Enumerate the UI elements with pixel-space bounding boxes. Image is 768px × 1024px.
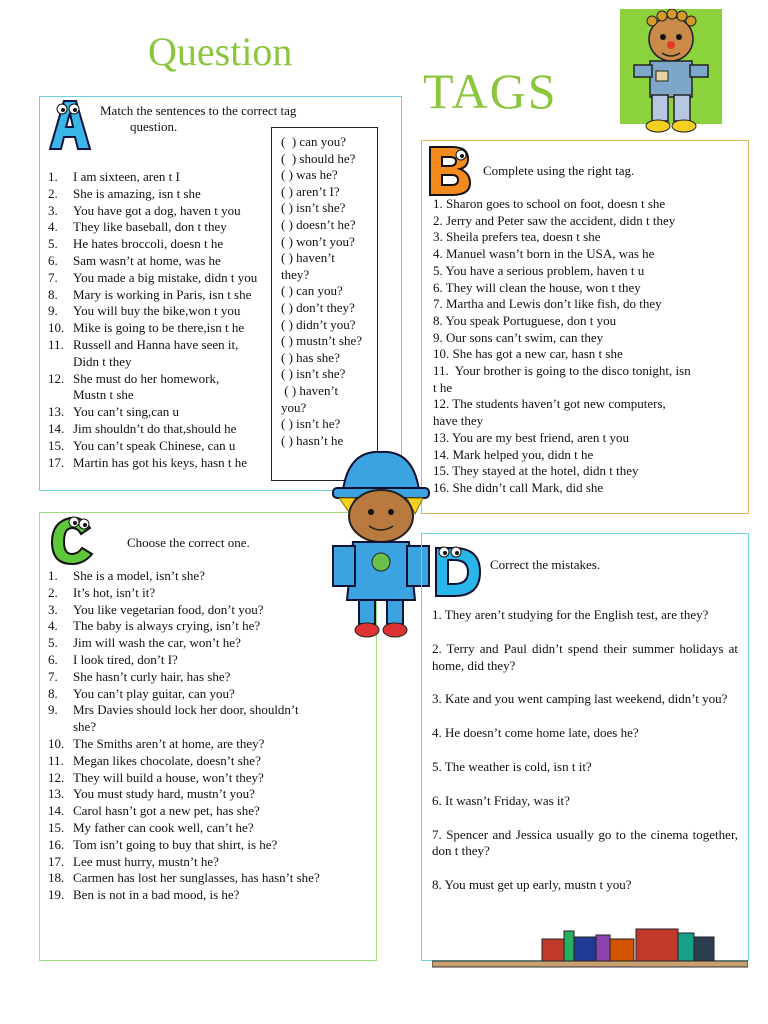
item-number: 10. xyxy=(48,320,65,336)
list-item xyxy=(40,702,320,719)
item-text: she? xyxy=(73,719,97,735)
list-item: 3. Sheila prefers tea, doesn t she xyxy=(433,229,601,245)
list-item xyxy=(40,455,257,472)
list-item: 6. They will clean the house, won t they xyxy=(433,279,641,295)
section-a-instruction: Match the sentences to the correct tag xyxy=(100,103,297,118)
list-item: 7. Spencer and Jessica usually go to the cinema together, don t they? xyxy=(432,826,738,859)
list-item xyxy=(40,371,257,388)
tag-option: ( ) hasn’t he xyxy=(281,432,344,448)
letter-b-icon xyxy=(424,141,474,197)
item-number: 3. xyxy=(48,601,58,617)
item-number: 13. xyxy=(48,404,65,420)
list-item xyxy=(40,803,320,820)
list-item: 1. They aren’t studying for the English test, are they? xyxy=(432,607,709,622)
tag-option: ( ) should he? xyxy=(281,150,356,166)
title-tags: TAGS xyxy=(423,63,558,119)
list-item xyxy=(40,303,257,320)
tag-option: you? xyxy=(281,399,307,415)
item-text: You will buy the bike,won t you xyxy=(73,303,241,319)
list-item xyxy=(40,287,257,304)
item-text: She is a model, isn’t she? xyxy=(73,568,205,583)
item-number: 14. xyxy=(48,420,65,436)
item-text: They like baseball, don t they xyxy=(73,219,227,235)
section-b-instruction: Complete using the right tag. xyxy=(483,163,635,178)
list-item xyxy=(40,337,257,354)
item-number: 12. xyxy=(48,769,65,785)
list-item xyxy=(40,438,257,455)
item-text: Mike is going to be there,isn t he xyxy=(73,320,245,336)
item-number: 8. xyxy=(48,685,58,701)
list-item xyxy=(40,686,320,703)
item-text: Sam wasn’t at home, was he xyxy=(73,252,221,268)
tag-option: ( ) doesn’t he? xyxy=(281,216,356,232)
letter-a-icon xyxy=(42,93,94,153)
item-number: 3. xyxy=(48,202,58,218)
list-item: 6. It wasn’t Friday, was it? xyxy=(432,792,570,808)
list-item xyxy=(40,719,320,736)
item-text: Megan likes chocolate, doesn’t she? xyxy=(73,752,261,768)
item-number: 8. xyxy=(48,286,58,302)
item-text: My father can cook well, can’t he? xyxy=(73,819,254,835)
list-item xyxy=(40,652,320,669)
tag-option: ( ) can you? xyxy=(281,283,343,299)
item-number: 17. xyxy=(48,454,65,470)
list-item xyxy=(40,387,257,404)
tag-option: ( ) mustn’t she? xyxy=(281,333,362,349)
item-text: You can’t sing,can u xyxy=(73,404,180,420)
item-number: 14. xyxy=(48,803,65,819)
item-number: 1. xyxy=(48,568,58,583)
list-item xyxy=(40,270,257,287)
list-item: 4. Manuel wasn’t born in the USA, was he xyxy=(433,246,655,262)
tag-options-list xyxy=(281,134,362,449)
item-text: They will build a house, won’t they? xyxy=(73,769,264,785)
item-number: 18. xyxy=(48,870,65,886)
list-item xyxy=(40,253,257,270)
section-b-list xyxy=(433,196,691,497)
item-text: Mrs Davies should lock her door, shouldn’t xyxy=(73,702,299,718)
list-item xyxy=(40,870,320,887)
item-text: He hates broccoli, doesn t he xyxy=(73,236,224,252)
item-text: It’s hot, isn’t it? xyxy=(73,584,156,600)
list-item xyxy=(40,404,257,421)
tag-option: ( ) isn’t she? xyxy=(281,200,346,216)
list-item: 4. He doesn’t come home late, does he? xyxy=(432,725,639,741)
item-text: Jim will wash the car, won’t he? xyxy=(73,635,241,651)
list-item xyxy=(40,887,320,904)
item-number: 9. xyxy=(48,303,58,319)
list-item xyxy=(40,820,320,837)
list-item: 8. You must get up early, mustn t you? xyxy=(432,877,632,893)
list-item xyxy=(40,669,320,686)
list-item xyxy=(40,736,320,753)
item-text: Ben is not in a bad mood, is he? xyxy=(73,887,240,903)
item-number: 7. xyxy=(48,668,58,684)
list-item: 13. You are my best friend, aren t you xyxy=(433,429,630,445)
tag-option: ( ) won’t you? xyxy=(281,233,355,249)
list-item xyxy=(40,602,320,619)
item-number: 13. xyxy=(48,786,65,802)
list-item: 9. Our sons can’t swim, can they xyxy=(433,329,604,345)
list-item: 5. The weather is cold, isn t it? xyxy=(432,758,592,774)
item-text: Didn t they xyxy=(73,353,132,369)
list-item: have they xyxy=(433,413,484,429)
list-item: 11. Your brother is going to the disco tonight, isn xyxy=(433,363,691,379)
tag-option: ( ) isn’t he? xyxy=(281,416,341,432)
item-text: I look tired, don’t I? xyxy=(73,651,178,667)
title-question: Question xyxy=(148,29,293,74)
list-item xyxy=(40,618,320,635)
books-icon xyxy=(432,925,748,970)
letter-c-icon xyxy=(48,512,98,568)
list-item xyxy=(40,585,320,602)
section-d-instruction: Correct the mistakes. xyxy=(490,557,601,572)
item-number: 4. xyxy=(48,219,58,235)
list-item xyxy=(40,837,320,854)
list-item xyxy=(40,203,257,220)
list-item: 15. They stayed at the hotel, didn t they xyxy=(433,463,639,479)
list-item: 16. She didn’t call Mark, did she xyxy=(433,479,604,495)
item-number: 2. xyxy=(48,185,58,201)
list-item xyxy=(40,786,320,803)
rag-doll-icon xyxy=(620,9,722,137)
list-item: 12. The students haven’t got new computers, xyxy=(433,396,666,412)
section-a-instruction-cont: question. xyxy=(130,119,178,134)
tag-option: ( ) was he? xyxy=(281,167,338,183)
tag-option: ( ) has she? xyxy=(281,349,340,365)
section-d-list xyxy=(432,607,738,911)
item-number: 19. xyxy=(48,887,65,903)
item-text: You like vegetarian food, don’t you? xyxy=(73,601,264,617)
item-number: 1. xyxy=(48,169,58,184)
item-number: 12. xyxy=(48,370,65,386)
list-item: 3. Kate and you went camping last weekend, didn’t you? xyxy=(432,691,728,707)
list-item: 2. Terry and Paul didn’t spend their summer holidays at home, did they? xyxy=(432,640,738,673)
list-item: t he xyxy=(433,379,453,395)
item-text: I am sixteen, aren t I xyxy=(73,169,180,184)
item-text: The Smiths aren’t at home, are they? xyxy=(73,735,265,751)
list-item xyxy=(40,635,320,652)
item-number: 6. xyxy=(48,252,58,268)
tag-option: they? xyxy=(281,266,310,282)
tag-options-box xyxy=(271,127,378,481)
list-item: 10. She has got a new car, hasn t she xyxy=(433,346,623,362)
item-number: 11. xyxy=(48,336,64,352)
item-text: She hasn’t curly hair, has she? xyxy=(73,668,231,684)
list-item: 14. Mark helped you, didn t he xyxy=(433,446,594,462)
tag-option: ( ) don’t they? xyxy=(281,299,355,315)
list-item xyxy=(40,421,257,438)
list-item: 7. Martha and Lewis don’t like fish, do they xyxy=(433,296,662,312)
item-text: She is amazing, isn t she xyxy=(73,185,201,201)
item-text: Jim shouldn’t do that,should he xyxy=(73,420,237,436)
item-text: Carol hasn’t got a new pet, has she? xyxy=(73,803,260,819)
letter-d-icon xyxy=(430,540,484,600)
list-item xyxy=(40,186,257,203)
item-text: Tom isn’t going to buy that shirt, is he? xyxy=(73,836,278,852)
list-item xyxy=(40,770,320,787)
tag-option: ( ) haven’t xyxy=(281,250,335,266)
list-item xyxy=(40,753,320,770)
item-text: You have got a dog, haven t you xyxy=(73,202,241,218)
item-text: Mustn t she xyxy=(73,387,134,403)
item-number: 10. xyxy=(48,735,65,751)
item-number: 16. xyxy=(48,836,65,852)
section-a-list-clip xyxy=(40,169,272,474)
list-item xyxy=(40,169,257,186)
list-item xyxy=(40,854,320,871)
item-text: Mary is working in Paris, isn t she xyxy=(73,286,252,302)
scarecrow-icon xyxy=(329,450,433,640)
item-number: 15. xyxy=(48,437,65,453)
item-number: 9. xyxy=(48,702,58,718)
list-item: 5. You have a serious problem, haven t u xyxy=(433,262,645,278)
list-item xyxy=(40,236,257,253)
item-number: 2. xyxy=(48,584,58,600)
tag-option: ( ) aren’t I? xyxy=(281,183,340,199)
tag-option: ( ) didn’t you? xyxy=(281,316,356,332)
item-text: You must study hard, mustn’t you? xyxy=(73,786,255,802)
list-item xyxy=(40,320,257,337)
section-c-instruction: Choose the correct one. xyxy=(127,535,250,550)
item-number: 7. xyxy=(48,269,58,285)
section-a-list xyxy=(40,169,257,471)
item-number: 15. xyxy=(48,819,65,835)
tag-option: ( ) haven’t xyxy=(281,382,339,398)
item-text: You made a big mistake, didn t you xyxy=(73,269,258,285)
tag-option: ( ) can you? xyxy=(281,134,346,149)
item-text: Martin has got his keys, hasn t he xyxy=(73,454,248,470)
tag-option: ( ) isn’t she? xyxy=(281,366,346,382)
item-text: The baby is always crying, isn’t he? xyxy=(73,618,261,634)
item-text: You can’t speak Chinese, can u xyxy=(73,437,236,453)
item-number: 17. xyxy=(48,853,65,869)
list-item xyxy=(40,219,257,236)
list-item xyxy=(40,568,320,585)
item-number: 5. xyxy=(48,236,58,252)
item-text: Carmen has lost her sunglasses, has hasn’t she? xyxy=(73,870,320,886)
list-item: 2. Jerry and Peter saw the accident, didn t they xyxy=(433,212,676,228)
item-number: 4. xyxy=(48,618,58,634)
item-text: She must do her homework, xyxy=(73,370,220,386)
list-item: 1. Sharon goes to school on foot, doesn t she xyxy=(433,196,666,211)
item-text: Russell and Hanna have seen it, xyxy=(73,336,239,352)
list-item xyxy=(40,354,257,371)
item-text: Lee must hurry, mustn’t he? xyxy=(73,853,219,869)
list-item: 8. You speak Portuguese, don t you xyxy=(433,312,617,328)
item-number: 11. xyxy=(48,752,64,768)
section-c-list xyxy=(40,568,320,904)
item-number: 6. xyxy=(48,651,58,667)
item-number: 5. xyxy=(48,635,58,651)
item-text: You can’t play guitar, can you? xyxy=(73,685,235,701)
